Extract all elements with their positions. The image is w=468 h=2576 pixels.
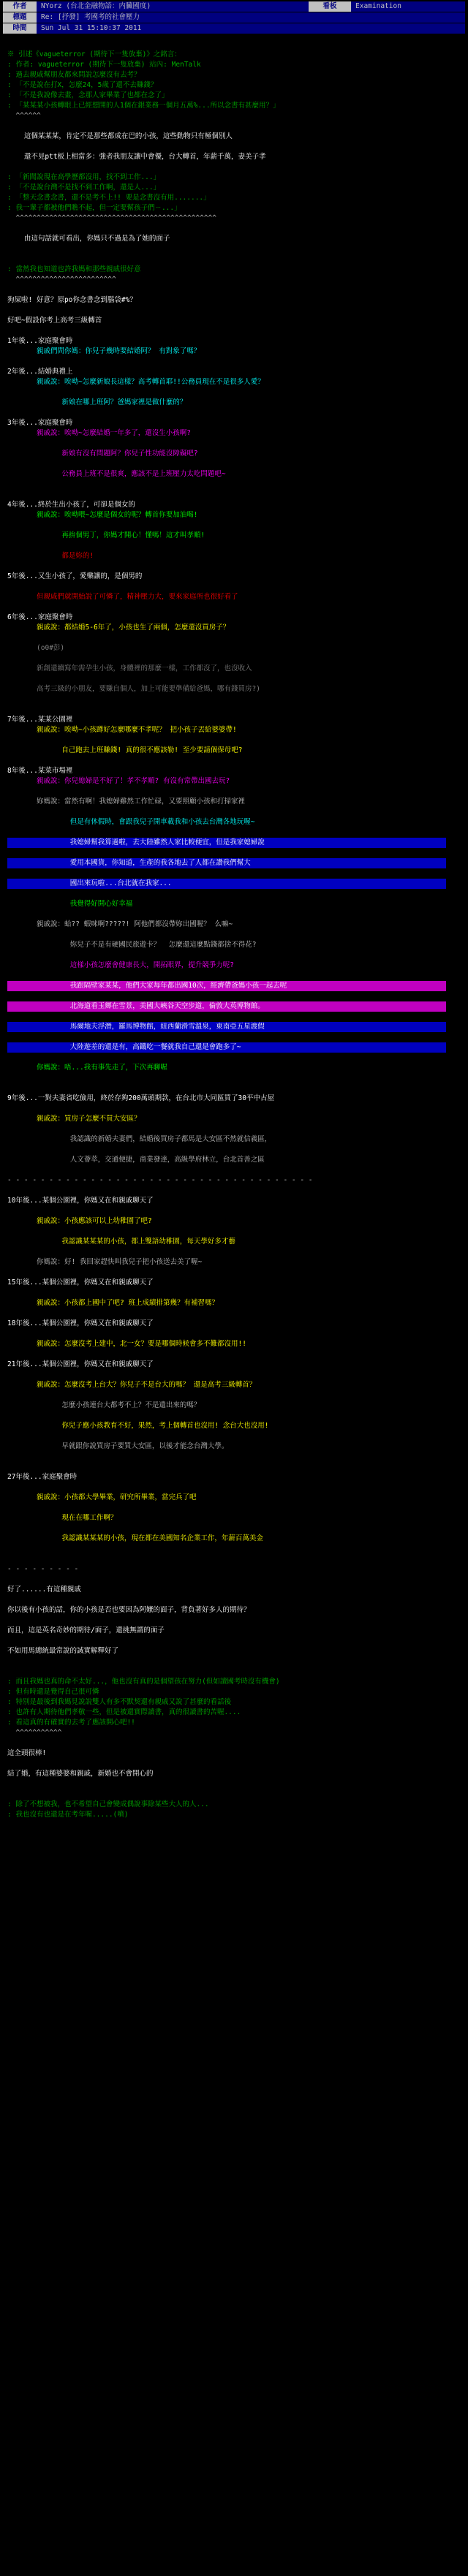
article-line: 都是妳的! <box>7 552 94 560</box>
article-line <box>7 490 446 500</box>
article-line <box>7 1503 446 1513</box>
article-line <box>7 1482 446 1493</box>
article-line <box>7 1083 446 1094</box>
article-line <box>7 889 446 899</box>
time-value: Sun Jul 31 15:10:37 2011 <box>37 23 465 34</box>
article-line: ^^^^^^^^^^^^^^^^^^^^^^^^^^^^^^^^^^^^^^^^^^^^^^^^ <box>7 214 216 222</box>
article-body <box>0 37 453 1841</box>
article-line: 我覺得好開心好幸福 <box>7 900 133 908</box>
article-line <box>7 244 446 254</box>
article-header <box>3 1 465 34</box>
article-line: 27年後...家庭聚會時 <box>7 1473 78 1481</box>
article-line <box>7 121 446 132</box>
article-line <box>7 930 446 940</box>
article-line <box>7 39 446 50</box>
article-line: 還不見ptt板上相當多：強者我朋友讓中會優，台大轉首，年薪千萬，妻美子孝 <box>7 153 266 161</box>
article-line <box>7 285 446 295</box>
article-line: 我認識某某某的小孩，都上雙語幼稚園，每天學好多才藝 <box>7 1238 235 1246</box>
article-line: ^^^^^^ <box>7 112 41 120</box>
header-row-title <box>3 12 465 23</box>
article-line <box>7 162 446 173</box>
article-line: 5年後...又生小孩了，愛樂讓的，是個男的 <box>7 572 143 580</box>
article-line: : 「不是說在打X，怎麼24，5歲了還不去賺錢？ <box>7 81 158 89</box>
article-line: 新娘有沒有問題阿？你兒子性功能沒障礙吧? <box>7 450 198 458</box>
article-line: 結了婚，有這種婆婆和親戚，新婚也不會開心的 <box>7 1770 154 1778</box>
article-line: 我媳婦幫我算過啦，去大陸雖然人家比較便宜，但是我家媳婦說 <box>7 838 446 848</box>
article-line: 狗屎啦! 好意？原po你念書念到腦袋#%？ <box>7 296 137 304</box>
article-line <box>7 1656 446 1667</box>
header-row-time <box>3 23 465 34</box>
article-line: 親戚說：小孩都上國中了吧? 班上成績排第幾？有補習嗎？ <box>7 1299 219 1307</box>
article-line <box>7 1575 446 1585</box>
article-line: 21年後...某個公園裡，你媽又在和親戚聊天了 <box>7 1360 154 1368</box>
article-line <box>7 459 446 469</box>
article-line <box>7 756 446 766</box>
article-line <box>7 971 446 981</box>
article-line <box>7 1329 446 1339</box>
article-line: 不如用馬總統最常說的誠實解釋好了 <box>7 1647 119 1655</box>
article-line <box>7 1431 446 1442</box>
article-line: 愛用本國貨，你知道，生產的我各地去了人都在讚我們幫大 <box>7 858 446 868</box>
article-line <box>7 224 446 234</box>
article-line: 7年後...某某公園裡 <box>7 716 73 724</box>
article-line <box>7 654 446 664</box>
article-line <box>7 1165 446 1175</box>
article-line <box>7 561 446 572</box>
article-line <box>7 1053 446 1063</box>
title-value: Re: [抒發] 考國考的社會壓力 <box>37 12 465 23</box>
article-line <box>7 1779 446 1789</box>
article-line <box>7 1462 446 1472</box>
article-line: 北海道看玉鄉在雪景，美國大峽谷天空步道，倫敦大英博物館。 <box>7 1001 446 1012</box>
article-line: 由這句話就可看出，你媽只不過是為了她的面子 <box>7 235 170 243</box>
article-line <box>7 674 446 684</box>
article-line: 親戚說：唉呦~小孩蹲好怎麼哪麼不孝呢？ 把小孩子丟給婆婆帶! <box>7 726 237 734</box>
article-line <box>7 1820 446 1830</box>
article-line: 親戚說：買房子怎麼不買大安區？ <box>7 1115 141 1123</box>
article-line <box>7 705 446 715</box>
article-line <box>7 827 446 838</box>
article-line <box>7 1738 446 1749</box>
article-line: 1年後...家庭聚會時 <box>7 337 73 345</box>
article-line: 我跟隔壁家某某，他們大家每年都出國10次，經濟帶爸媽小孩一起去呢 <box>7 981 446 991</box>
article-line <box>7 1227 446 1237</box>
article-line: 18年後...某個公園裡，你媽又在和親戚聊天了 <box>7 1319 154 1327</box>
board-label: 看板 <box>309 1 351 12</box>
article-line <box>7 1830 446 1841</box>
article-line: - - - - - - - - - <box>7 1565 79 1573</box>
article-line: 我認識某某某的小孩，現在都在美國知名企業工作，年薪百萬美金 <box>7 1534 263 1542</box>
time-label: 時間 <box>3 23 37 34</box>
article-line: 你媽說：好! 我回家趕快叫我兒子把小孩送去美了喔~ <box>7 1258 203 1266</box>
article-line: : 過去親戚幫朋友都來問說怎麼沒有去考？ <box>7 71 141 79</box>
article-line: 親戚說：唉呦喂~怎麼是個女的呢？轉首你要加油喝! <box>7 511 198 519</box>
article-line <box>7 1288 446 1298</box>
article-line: ^^^^^^^^^^^ <box>7 1729 62 1737</box>
article-line <box>7 1349 446 1360</box>
article-line: 馬爾地夫浮潛，羅馬博物館，紐西蘭滑雪溫泉，東南亞五星渡假 <box>7 1022 446 1032</box>
article-line <box>7 633 446 643</box>
article-line: - - - - - - - - - - - - - - - - - - - - - - - - - - - - - - - - - - - - - <box>7 1176 313 1184</box>
article-line <box>7 1523 446 1534</box>
article-line: 親戚說：怎麼沒考上台大？你兒子不是台大的嗎？ 還是高考三級轉首？ <box>7 1381 257 1389</box>
article-line: 而且，這是英名奇妙的期待/面子，還挑無謂的面子 <box>7 1626 165 1634</box>
article-line: 公務員上班不是很爽，應該不是上班壓力太吃問題吧~ <box>7 470 226 478</box>
article-line: 這樣小孩怎麼會健康長大，開拓眼界，提升競爭力呢? <box>7 961 235 969</box>
article-line: 親戚說：小孩都大學畢業，研究所畢業，當完兵了吧 <box>7 1493 197 1501</box>
article-line <box>7 807 446 817</box>
article-line: : 「整天念書念書，還不是考不上!! 要是念書沒有用.......」 <box>7 194 211 202</box>
article-line: 高考三級的小朋友，要賺自個人，加上可能要準備給爸媽，哪有錢買房?) <box>7 685 260 693</box>
article-line <box>7 1789 446 1800</box>
article-line: 親戚說：小孩應該可以上幼稚園了吧? <box>7 1217 152 1225</box>
article-line <box>7 868 446 879</box>
article-line <box>7 387 446 398</box>
author-value: NYorz (台北金融物語：内臟國度) <box>37 1 309 12</box>
article-line <box>7 1370 446 1380</box>
article-line <box>7 1667 446 1677</box>
article-line <box>7 357 446 367</box>
article-line: 大陸遊差的還是有，高鐵吃一餐就我自己還是會跑多了~ <box>7 1042 446 1053</box>
article-line: 親戚說：都結婚5-6年了，小孩也生了兩個，怎麼還沒買房子？ <box>7 624 230 632</box>
article-line: 好了......有這種親戚 <box>7 1586 81 1594</box>
article-line <box>7 1411 446 1421</box>
article-line: 但親戚們就開始說了可憐了，精神壓力大，要來家庭所也很好看了 <box>7 593 238 601</box>
article-line: 8年後...某菜市場裡 <box>7 767 73 775</box>
article-line: 你以後有小孩的話，你的小孩是否也要因為阿嬤的面子，背負著好多人的期待？ <box>7 1606 251 1614</box>
article-line: : 「不是我說像去畫，念那人家畢業了也都在念了」 <box>7 91 169 99</box>
article-line: ※ 引述《vagueterror (期待下一隻放棄)》之銘言： <box>7 50 181 58</box>
article-line: 4年後...終於生出小孩了，可卻是個女的 <box>7 501 135 509</box>
article-line <box>7 541 446 551</box>
article-line <box>7 326 446 336</box>
article-line: 現在在哪工作啊？ <box>7 1514 118 1522</box>
article-line: 國出來玩啦...台北就在我家... <box>7 879 446 889</box>
article-line <box>7 1124 446 1134</box>
article-line <box>7 1104 446 1114</box>
article-line: : 我也沒有也還是在考年喔.....(噴) <box>7 1811 129 1819</box>
article-line <box>7 1554 446 1564</box>
article-line: 再拚個男丁，你媽才開心！懂嗎！這才叫孝順! <box>7 531 205 539</box>
article-line: 15年後...某個公園裡，你媽又在和親戚聊天了 <box>7 1278 154 1287</box>
article-line: 9年後...一對夫妻省吃儉用，終於存夠200萬頭期款，在台北市大同區買了30平中古屋 <box>7 1094 274 1102</box>
article-line <box>7 254 446 265</box>
article-line <box>7 950 446 961</box>
article-line <box>7 1544 446 1554</box>
article-line: : 但有時還是覺得自己很可憐 <box>7 1688 99 1696</box>
article-line: 3年後...家庭聚會時 <box>7 419 73 427</box>
article-line <box>7 735 446 746</box>
article-line <box>7 848 446 858</box>
article-line: 妳媽說：當然有啊！我媳婦雖然工作忙碌，又要照顧小孩和打掃家裡 <box>7 798 246 806</box>
title-label: 標題 <box>3 12 37 23</box>
article-line <box>7 694 446 705</box>
article-line <box>7 1452 446 1462</box>
article-line <box>7 991 446 1001</box>
article-line <box>7 1186 446 1196</box>
article-line: : 而且我媽也真的命不太好...，他也沒有真的是個望孩在努力(但如讀國考時沒有機會) <box>7 1678 280 1686</box>
article-line <box>7 1615 446 1626</box>
author-label: 作者 <box>3 1 37 12</box>
article-line <box>7 306 446 316</box>
article-line <box>7 1636 446 1646</box>
article-line <box>7 582 446 592</box>
article-line: 這個某某某，肯定不是那些都成在巴的小孩，這些動物只有極個別人 <box>7 132 233 140</box>
article-line: 你兒子應小孩教育不好，果然，考上個轉首也沒用! 念台大也沒用! <box>7 1422 269 1430</box>
article-line: : 看這真的有確實的去考了應該開心吧!! <box>7 1719 135 1727</box>
article-line: 但是有休假時，會跟我兒子開車載我和小孩去台灣各地玩喔~ <box>7 818 255 826</box>
article-line <box>7 602 446 613</box>
article-line: 親戚說：你兒媳婦是不好了！孝不孝順? 有沒有常帶出國去玩? <box>7 777 230 785</box>
article-line <box>7 1247 446 1257</box>
article-line: 你媽說：唔...我有事先走了，下次再聊喔 <box>7 1064 167 1072</box>
article-line <box>7 1595 446 1605</box>
article-line: 這全頭很棒! <box>7 1749 47 1757</box>
article-line <box>7 1145 446 1155</box>
article-line: 我認識的新婚夫妻們，結婚後買房子都馬是大安區不然就信義區， <box>7 1135 272 1143</box>
article-line: 親戚說：怎麼沒考上建中，北一女？要是哪個時候會多不難都沒用!! <box>7 1340 246 1348</box>
article-line <box>7 480 446 490</box>
article-line: 妳兒子不是有硬國民旅遊卡？ 怎麼還這麼點錢都捨不得花? <box>7 941 257 949</box>
article-line: 怎麼小孩連台大都考不上？不是遺出來的嗎？ <box>7 1401 201 1409</box>
article-line <box>7 1268 446 1278</box>
article-line: 親戚說：蛤?? 蝦咪啊?????! 阿他們都沒帶妳出國喔？ 么嘛~ <box>7 920 233 928</box>
article-line: : 當然我也知道也許我媽和那些親戚很好意 <box>7 265 141 273</box>
article-line <box>7 1308 446 1319</box>
article-line <box>7 439 446 449</box>
article-line: 親戚們問你媽：你兒子幾時要結婚阿？ 有對象了嗎？ <box>7 347 201 355</box>
article-line <box>7 142 446 152</box>
article-line <box>7 909 446 920</box>
article-line: : 作者: vagueterror (期待下一隻放棄) 站內: MenTalk <box>7 61 201 69</box>
article-line: 親戚說：唉呦~怎麼結婚一年多了，還沒生小孩啊? <box>7 429 191 437</box>
article-line: : 我一輩子都被他們瞧不起，但一定要幫孩子們ㄧ...」 <box>7 204 181 212</box>
article-line: : 「新聞說現在高學歷都沒用，找不到工作...」 <box>7 173 161 181</box>
article-line <box>7 787 446 797</box>
article-line <box>7 1390 446 1401</box>
article-line: 好吧~假設你考上高考三級轉首 <box>7 317 102 325</box>
article-line: : 「某某某小孩轉眼上已經想開的人1個在銀業務一個月五萬%...所以念書有甚麼用？」 <box>7 102 280 110</box>
article-line <box>7 1012 446 1022</box>
article-line: 新娘在哪上班阿？爸媽家裡是做什麼的？ <box>7 398 187 406</box>
article-line: 2年後...結婚典禮上 <box>7 368 73 376</box>
article-line: 人文薈萃，交通便捷，商業發達，高級學府林立，台北首善之區 <box>7 1156 265 1164</box>
article-line: : 除了不想被我，也不希望自己會變成偶說事除某些大人的人... <box>7 1800 209 1808</box>
article-line: : 也許有人期待他們孝敬一些，但是被還實際讀書，真的很讀書的苦喔.... <box>7 1708 241 1716</box>
article-line: : 特別是最後到我媽見說說雙人有多不默契還有親戚又說了甚麼的看話後 <box>7 1698 231 1706</box>
article-line: 10年後...某個公園裡，你媽又在和親戚聊天了 <box>7 1197 154 1205</box>
article-line: 新創還續寫年需孕生小孩，身體裡的那麼一樣，工作都沒了，也沒收入 <box>7 664 252 673</box>
article-line: 6年後...家庭聚會時 <box>7 613 73 621</box>
article-line <box>7 1032 446 1042</box>
article-line <box>7 408 446 418</box>
article-line <box>7 1759 446 1769</box>
article-line: 早就跟你說買房子要買大安區，以後才能念台灣大學。 <box>7 1442 229 1450</box>
article-line: : 「不是說台灣不是找不到工作啊，還是人...」 <box>7 183 161 192</box>
article-line <box>7 1206 446 1216</box>
article-line: ^^^^^^^^^^^^^^^^^^^^^^^^ <box>7 276 116 284</box>
header-row-author <box>3 1 465 12</box>
article-line: 自己跑去上班賺錢! 真的很不應該勒! 至少要請個保母吧? <box>7 746 243 754</box>
article-line: 親戚說：唉呦~怎麼新娘長這樣？高考轉首耶!!公務員現在不是很多人愛？ <box>7 378 265 386</box>
article-line <box>7 1073 446 1083</box>
article-line: (o0#彭) <box>7 644 65 652</box>
board-value[interactable]: Examination <box>351 1 465 12</box>
article-line <box>7 520 446 531</box>
